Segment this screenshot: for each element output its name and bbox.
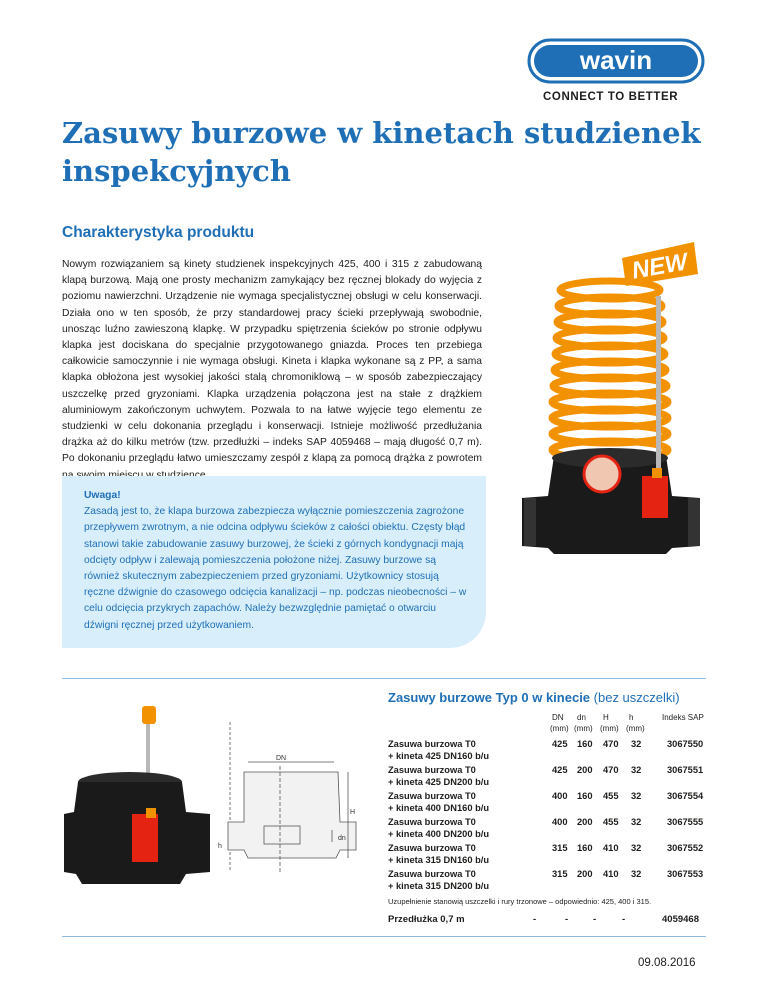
header-h: H: [603, 713, 609, 722]
spring-coil: [552, 281, 668, 459]
header-sap: Indeks SAP: [662, 713, 704, 722]
header-dn: DN: [552, 713, 564, 722]
dim-dn-small: dn: [338, 835, 346, 842]
section-subtitle: Charakterystyka produktu: [62, 224, 255, 241]
dash: -: [622, 914, 626, 925]
tagline: CONNECT TO BETTER: [543, 91, 679, 103]
intro-paragraph: Nowym rozwiązaniem są kinety studzienek inspekcyjnych 425, 400 i 315 z zabudowaną klapą burzową. Mają one prosty mechanizm zamykający bez ręcznej blokady do wyjęcia z poziomu nawierzchni. Urządzenie nie wymaga specjalistycznej obsługi w celu konserwacji. Działa ono w ten sposób, że przy standardowej pracy ścieki przepływają swobodnie, unosząc luźno zawieszoną klapkę. W przypadku spiętrzenia ścieków po stronie odpływu klapka jest dociskana do specjalnie przygotowanego gniazda. Proces ten przebiega całkowicie samoczynnie i nie wymaga obsługi. Kineta i klapka wykonane są z PP, a sama klapka obłożona jest wysokiej jakości stalą chromoniklową – w sposób zabezpieczający uszczelkę przed gryzoniami. Klapka urządzenia połączona jest na stałe z drążkiem aluminiowym zakończonym uchwytem. Pozwala to na łatwe wyjęcie tego elementu ze studzienki w celu dokonania przeglądu i konserwacji. Istnieje możliwość przedłużania drążka aż do kilku metrów (tzw. przedłużki – indeks SAP 4059468 – mają długość 0,7 m). Po dokonaniu przeglądu łatwo umieszczamy zespół z klapą za pomocą drążka z powrotem: [62, 259, 482, 465]
unit-dn-small: (mm): [574, 724, 593, 733]
unit-h: (mm): [600, 724, 619, 733]
note-title: Uwaga!: [84, 490, 121, 501]
badge-text: NEW: [629, 248, 690, 285]
header-h-small: h: [629, 713, 634, 722]
unit-dn: (mm): [550, 724, 569, 733]
extension-name: Przedłużka 0,7 m: [388, 914, 465, 925]
dim-dn: DN: [276, 755, 287, 762]
extension-sap: 4059468: [662, 914, 699, 925]
wavin-logo: [527, 38, 705, 84]
dash: -: [533, 914, 537, 925]
divider: [62, 936, 706, 937]
dim-h-small: h: [218, 843, 222, 850]
product-photo: [62, 702, 218, 902]
dim-h: H: [350, 809, 356, 816]
document-date: 09.08.2016: [638, 957, 696, 969]
header-dn-small: dn: [577, 713, 586, 722]
unit-h-small: (mm): [626, 724, 645, 733]
note-body: Zasadą jest to, że klapa burzowa zabezpiecza wyłącznie pomieszczenia zagrożone przepływem zwrotnym, a nie odcina odpływu ścieków z całości obiektu. Częsty błąd stanowi takie zabudowanie zasuwy burzowej, że ścieki z górnych kondygnacji mają odcięty odpływ i zalewają pomieszczenia położone niżej. Zasuwy burzowe są również skutecznym zabezpieczeniem przed gryzoniami. Użytkownicy stosują ręczne dźwignie do czasowego odcięcia kanalizacji – np. podczas nieobecności – w celu odcięcia przykrych zapachów. Należy bezwzględnie pamiętać o otwarciu dźwigni ręcznej przed użytkowaniem.: [84, 506, 467, 631]
new-badge: [618, 238, 700, 290]
dash: -: [593, 914, 597, 925]
table-title: Zasuwy burzowe Typ 0 w kinecie (bez uszczelki): [388, 690, 680, 705]
logo-text: wavin: [579, 45, 653, 75]
technical-drawing: [214, 722, 370, 872]
divider: [62, 678, 706, 679]
dash: -: [565, 914, 569, 925]
note-content: [84, 488, 468, 634]
page-title: Zasuwy burzowe w kinetach studzienek inspekcyjnych: [62, 116, 701, 188]
table-footnote: Uzupełnienie stanowią uszczelki i rury trzonowe – odpowiednio: 425, 400 i 315.: [388, 897, 652, 906]
